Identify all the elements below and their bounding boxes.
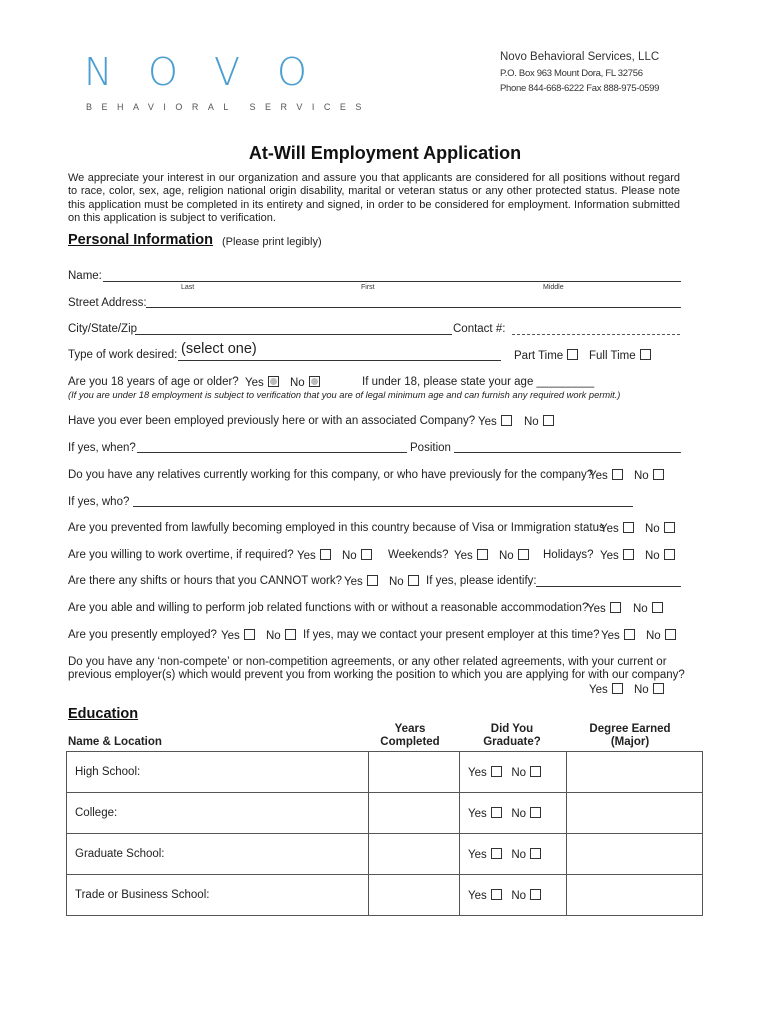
shifts-no-checkbox[interactable] [408,575,419,586]
under-18-note: (If you are under 18 employment is subject to verification that you are of legal minimum age and can furnish any required work permit.) [68,390,621,400]
logo-letter: O [277,50,307,94]
school-name-cell[interactable]: High School: [67,752,369,793]
previous-employment-question: Have you ever been employed previously here or with an associated Company? [68,415,476,427]
visa-yes-checkbox[interactable] [623,522,634,533]
logo-letter: N [84,50,113,94]
age-question: Are you 18 years of age or older? [68,376,239,388]
no-label: No [524,416,539,428]
years-cell[interactable] [369,834,460,875]
graduate-cell [460,793,567,834]
part-time-label: Part Time [514,350,564,362]
table-row [67,793,703,834]
trade-grad-no-checkbox[interactable] [530,889,541,900]
contact-emp-no-option[interactable] [646,629,676,642]
shifts-question: Are there any shifts or hours that you CANNOT work? [68,575,342,587]
years-cell[interactable] [369,793,460,834]
who-input[interactable] [133,506,633,507]
part-time-option[interactable] [514,349,578,362]
overtime-yes-option[interactable] [297,549,331,562]
work-type-label: Type of work desired: [68,349,178,361]
company-address: P.O. Box 963 Mount Dora, FL 32756 [500,68,643,79]
contact-employer-question: If yes, may we contact your present employer at this time? [303,629,600,641]
graduate-cell [460,752,567,793]
first-label: First [361,284,375,291]
shifts-yes-option[interactable] [344,575,378,588]
yes-label: Yes [600,523,619,535]
city-input[interactable] [135,334,452,335]
employed-yes-checkbox[interactable] [244,629,255,640]
shifts-yes-checkbox[interactable] [367,575,378,586]
yes-label: Yes [344,576,363,588]
degree-cell[interactable] [567,793,703,834]
noncompete-question-line2: previous employer(s) which would prevent you from working the position to which you are applying for with our company? [68,669,685,681]
yes-label: Yes [589,470,608,482]
school-name-cell[interactable]: Trade or Business School: [67,875,369,916]
visa-yes-option[interactable] [600,522,634,535]
education-table [66,751,703,916]
prev-no-checkbox[interactable] [543,415,554,426]
no-label: No [645,523,660,535]
weekends-no-option[interactable] [499,549,529,562]
noncompete-no-checkbox[interactable] [653,683,664,694]
overtime-no-option[interactable] [342,549,372,562]
accom-yes-checkbox[interactable] [610,602,621,613]
age-yes-option[interactable] [245,376,279,389]
col-name-location: Name & Location [68,736,162,748]
print-note: (Please print legibly) [222,236,322,248]
weekends-no-checkbox[interactable] [518,549,529,560]
intro-text: We appreciate your interest in our organization and assure you that applicants are considered for all positions without regard to race, color, sex, age, religion national origin disability, marital or veteran status or any other protected status. Please note this application must be completed in its entirety and signed, in order to be considered for employment. Information submitted on this application is subject to verification. [68,172,680,225]
weekends-yes-checkbox[interactable] [477,549,488,560]
logo-letter: V [214,50,240,94]
if-yes-who-label: If yes, who? [68,496,130,508]
visa-no-option[interactable] [645,522,675,535]
education-heading: Education [68,706,139,722]
noncompete-yes-option[interactable] [589,683,623,696]
shifts-no-option[interactable] [389,575,419,588]
position-input[interactable] [454,452,681,453]
col-did-graduate: Did You Graduate? [483,723,541,748]
yes-label: Yes [245,377,264,389]
no-label: No [389,576,404,588]
relatives-yes-checkbox[interactable] [612,469,623,480]
no-label: No [342,550,357,562]
contact-emp-yes-option[interactable] [601,629,635,642]
company-name: Novo Behavioral Services, LLC [500,51,660,63]
accommodation-question: Are you able and willing to perform job related functions with or without a reasonable accommodation? [68,602,589,614]
hs-grad-no-checkbox[interactable] [530,766,541,777]
yes-label: Yes [221,630,240,642]
last-label: Last [181,284,195,291]
name-label: Name: [68,270,102,282]
graduate-cell [460,875,567,916]
prev-yes-checkbox[interactable] [501,415,512,426]
no-label: No [511,807,527,820]
college-grad-no-checkbox[interactable] [530,807,541,818]
full-time-label: Full Time [589,350,636,362]
no-label: No [266,630,281,642]
work-type-underline [178,360,501,361]
holidays-yes-checkbox[interactable] [623,549,634,560]
relatives-no-checkbox[interactable] [653,469,664,480]
no-label: No [511,766,527,779]
street-input[interactable] [146,307,681,308]
yes-label: Yes [468,848,487,861]
overtime-question: Are you willing to work overtime, if required? [68,549,294,561]
years-cell[interactable] [369,875,460,916]
degree-cell[interactable] [567,752,703,793]
age-yes-radio[interactable] [268,376,279,387]
relatives-no-option[interactable] [634,469,664,482]
table-row [67,752,703,793]
overtime-yes-checkbox[interactable] [320,549,331,560]
identify-input[interactable] [536,586,681,587]
age-no-radio[interactable] [309,376,320,387]
full-time-option[interactable] [589,349,651,362]
degree-cell[interactable] [567,834,703,875]
yes-label: Yes [468,889,487,902]
no-label: No [633,603,648,615]
employed-no-option[interactable] [266,629,296,642]
contact-input[interactable] [512,334,680,335]
noncompete-no-option[interactable] [634,683,664,696]
middle-label: Middle [543,284,564,291]
employed-no-checkbox[interactable] [285,629,296,640]
prev-yes-option[interactable] [478,415,512,428]
logo-subtitle: BEHAVIORAL SERVICES [86,102,371,112]
no-label: No [634,684,649,696]
noncompete-question-line1: Do you have any ‘non-compete’ or non-competition agreements, or any other related agreements, with your current or [68,656,667,668]
contact-emp-no-checkbox[interactable] [665,629,676,640]
grad-grad-yes-checkbox[interactable] [491,848,502,859]
when-input[interactable] [137,452,407,453]
college-grad-yes-checkbox[interactable] [491,807,502,818]
name-input[interactable] [103,281,681,282]
accom-no-option[interactable] [633,602,663,615]
street-label: Street Address: [68,297,147,309]
school-name-cell[interactable]: Graduate School: [67,834,369,875]
weekends-label: Weekends? [388,549,449,561]
noncompete-yes-checkbox[interactable] [612,683,623,694]
visa-no-checkbox[interactable] [664,522,675,533]
position-label: Position [410,442,451,454]
yes-label: Yes [478,416,497,428]
holidays-yes-option[interactable] [600,549,634,562]
yes-label: Yes [454,550,473,562]
weekends-yes-option[interactable] [454,549,488,562]
yes-label: Yes [468,766,487,779]
relatives-question: Do you have any relatives currently working for this company, or who have previously for the company? [68,469,594,481]
contact-label: Contact #: [453,323,506,335]
prev-no-option[interactable] [524,415,554,428]
company-phone: Phone 844-668-6222 Fax 888-975-0599 [500,83,660,94]
school-name-cell[interactable]: College: [67,793,369,834]
age-no-option[interactable] [290,376,320,389]
no-label: No [511,889,527,902]
table-row [67,834,703,875]
personal-info-heading: Personal Information [68,232,214,248]
overtime-no-checkbox[interactable] [361,549,372,560]
yes-label: Yes [587,603,606,615]
yes-label: Yes [601,630,620,642]
hs-grad-yes-checkbox[interactable] [491,766,502,777]
city-label: City/State/Zip [68,323,138,335]
degree-cell[interactable] [567,875,703,916]
work-type-select[interactable]: (select one) [181,341,257,357]
holidays-no-option[interactable] [645,549,675,562]
accom-no-checkbox[interactable] [652,602,663,613]
col-years-completed: Years Completed [380,723,440,748]
full-time-checkbox[interactable] [640,349,651,360]
employed-yes-option[interactable] [221,629,255,642]
no-label: No [499,550,514,562]
page-title: At-Will Employment Application [248,143,522,163]
trade-grad-yes-checkbox[interactable] [491,889,502,900]
no-label: No [290,377,305,389]
logo-letter: O [148,50,178,94]
visa-question: Are you prevented from lawfully becoming employed in this country because of Visa or Immigration status [68,522,605,534]
relatives-yes-option[interactable] [589,469,623,482]
holidays-label: Holidays? [543,549,594,561]
part-time-checkbox[interactable] [567,349,578,360]
contact-emp-yes-checkbox[interactable] [624,629,635,640]
accom-yes-option[interactable] [587,602,621,615]
no-label: No [634,470,649,482]
yes-label: Yes [589,684,608,696]
holidays-no-checkbox[interactable] [664,549,675,560]
no-label: No [511,848,527,861]
no-label: No [645,550,660,562]
grad-grad-no-checkbox[interactable] [530,848,541,859]
identify-label: If yes, please identify: [426,575,537,587]
table-row [67,875,703,916]
employed-question: Are you presently employed? [68,629,217,641]
yes-label: Yes [297,550,316,562]
graduate-cell [460,834,567,875]
no-label: No [646,630,661,642]
if-yes-when-label: If yes, when? [68,442,136,454]
years-cell[interactable] [369,752,460,793]
col-degree-earned: Degree Earned (Major) [589,723,671,748]
yes-label: Yes [600,550,619,562]
yes-label: Yes [468,807,487,820]
under-18-age: If under 18, please state your age _________ [362,376,595,388]
